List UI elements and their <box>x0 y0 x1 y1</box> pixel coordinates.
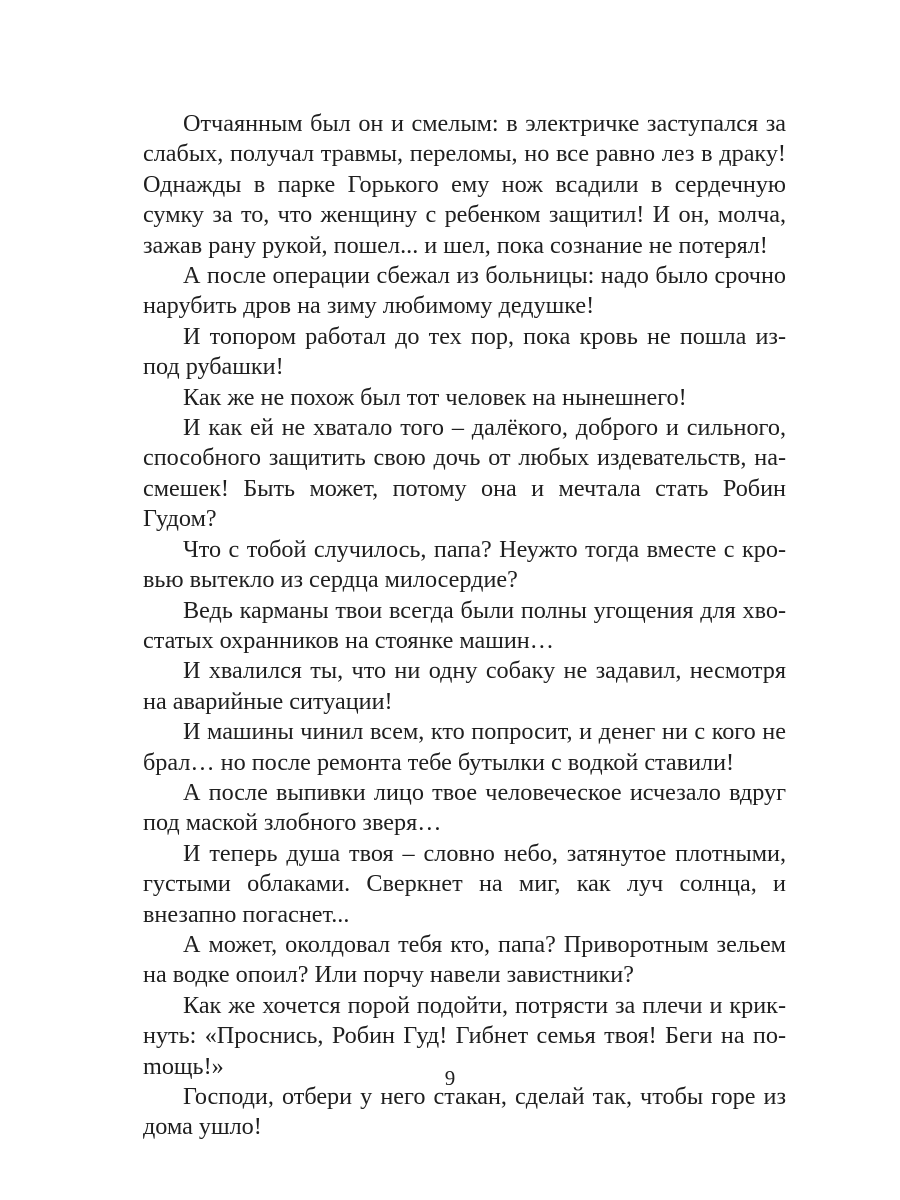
paragraph: И топором работал до тех пор, пока кровь не пошла из-под рубашки! <box>143 322 786 381</box>
paragraph: Ведь карманы твои всегда были полны угощения для хвостатых охранников на стоянке машин… <box>143 596 786 654</box>
paragraph: Что с тобой случилось, папа? Неужто тогда вместе с кровью вытекло из сердца милосердие? <box>143 535 786 594</box>
paragraph: И хвалился ты, что ни одну собаку не задавил, несмотря на аварийные ситуации! <box>143 657 786 715</box>
paragraph: А может, околдовал тебя кто, папа? Приворотным зельем на водке опоил? Или порчу навели завистники? <box>143 930 786 989</box>
paragraph: И теперь душа твоя – словно небо, затянутое плотными, густыми облаками. Сверкнет на миг, как луч солнца, и внезапно погаснет... <box>143 839 786 928</box>
paragraph: Отчаянным был он и смелым: в электричке заступался за слабых, получал травмы, переломы, но все равно лез в драку! Однажды в парке Горького ему нож всадили в сердечную сумку за то, что женщину с ребенком защитил! И он, молча, зажав рану рукой, пошел... и шел, пока сознание не потерял! <box>143 110 786 259</box>
paragraph: Как же не похож был тот человек на нынешнего! <box>183 383 687 411</box>
paragraph: Как же хочется порой подойти, потрясти за плечи и крикнуть: «Проснись, Робин Гуд! Гибнет семья твоя! Беги на поmощь!» <box>143 991 786 1080</box>
paragraph: А после выпивки лицо твое человеческое исчезало вдруг под маской злобного зверя… <box>143 778 786 837</box>
paragraph: И как ей не хватало того – далёкого, доброго и сильного, способного защитить свою дочь от любых издевательств, насмешек! Быть может, потому она и мечтала стать Робин Гудом? <box>143 414 786 533</box>
paragraph: А после операции сбежал из больницы: надо было срочно нарубить дров на зиму любимому дедушке! <box>143 262 786 320</box>
paragraph: И машины чинил всем, кто попросит, и денег ни с кого не брал… но после ремонта тебе бутылки с водкой ставили! <box>143 718 786 776</box>
paragraph: Господи, отбери у него стакан, сделай так, чтобы горе из дома ушло! <box>143 1083 786 1141</box>
body-text <box>143 109 786 1143</box>
page-number: 9 <box>444 1066 456 1090</box>
